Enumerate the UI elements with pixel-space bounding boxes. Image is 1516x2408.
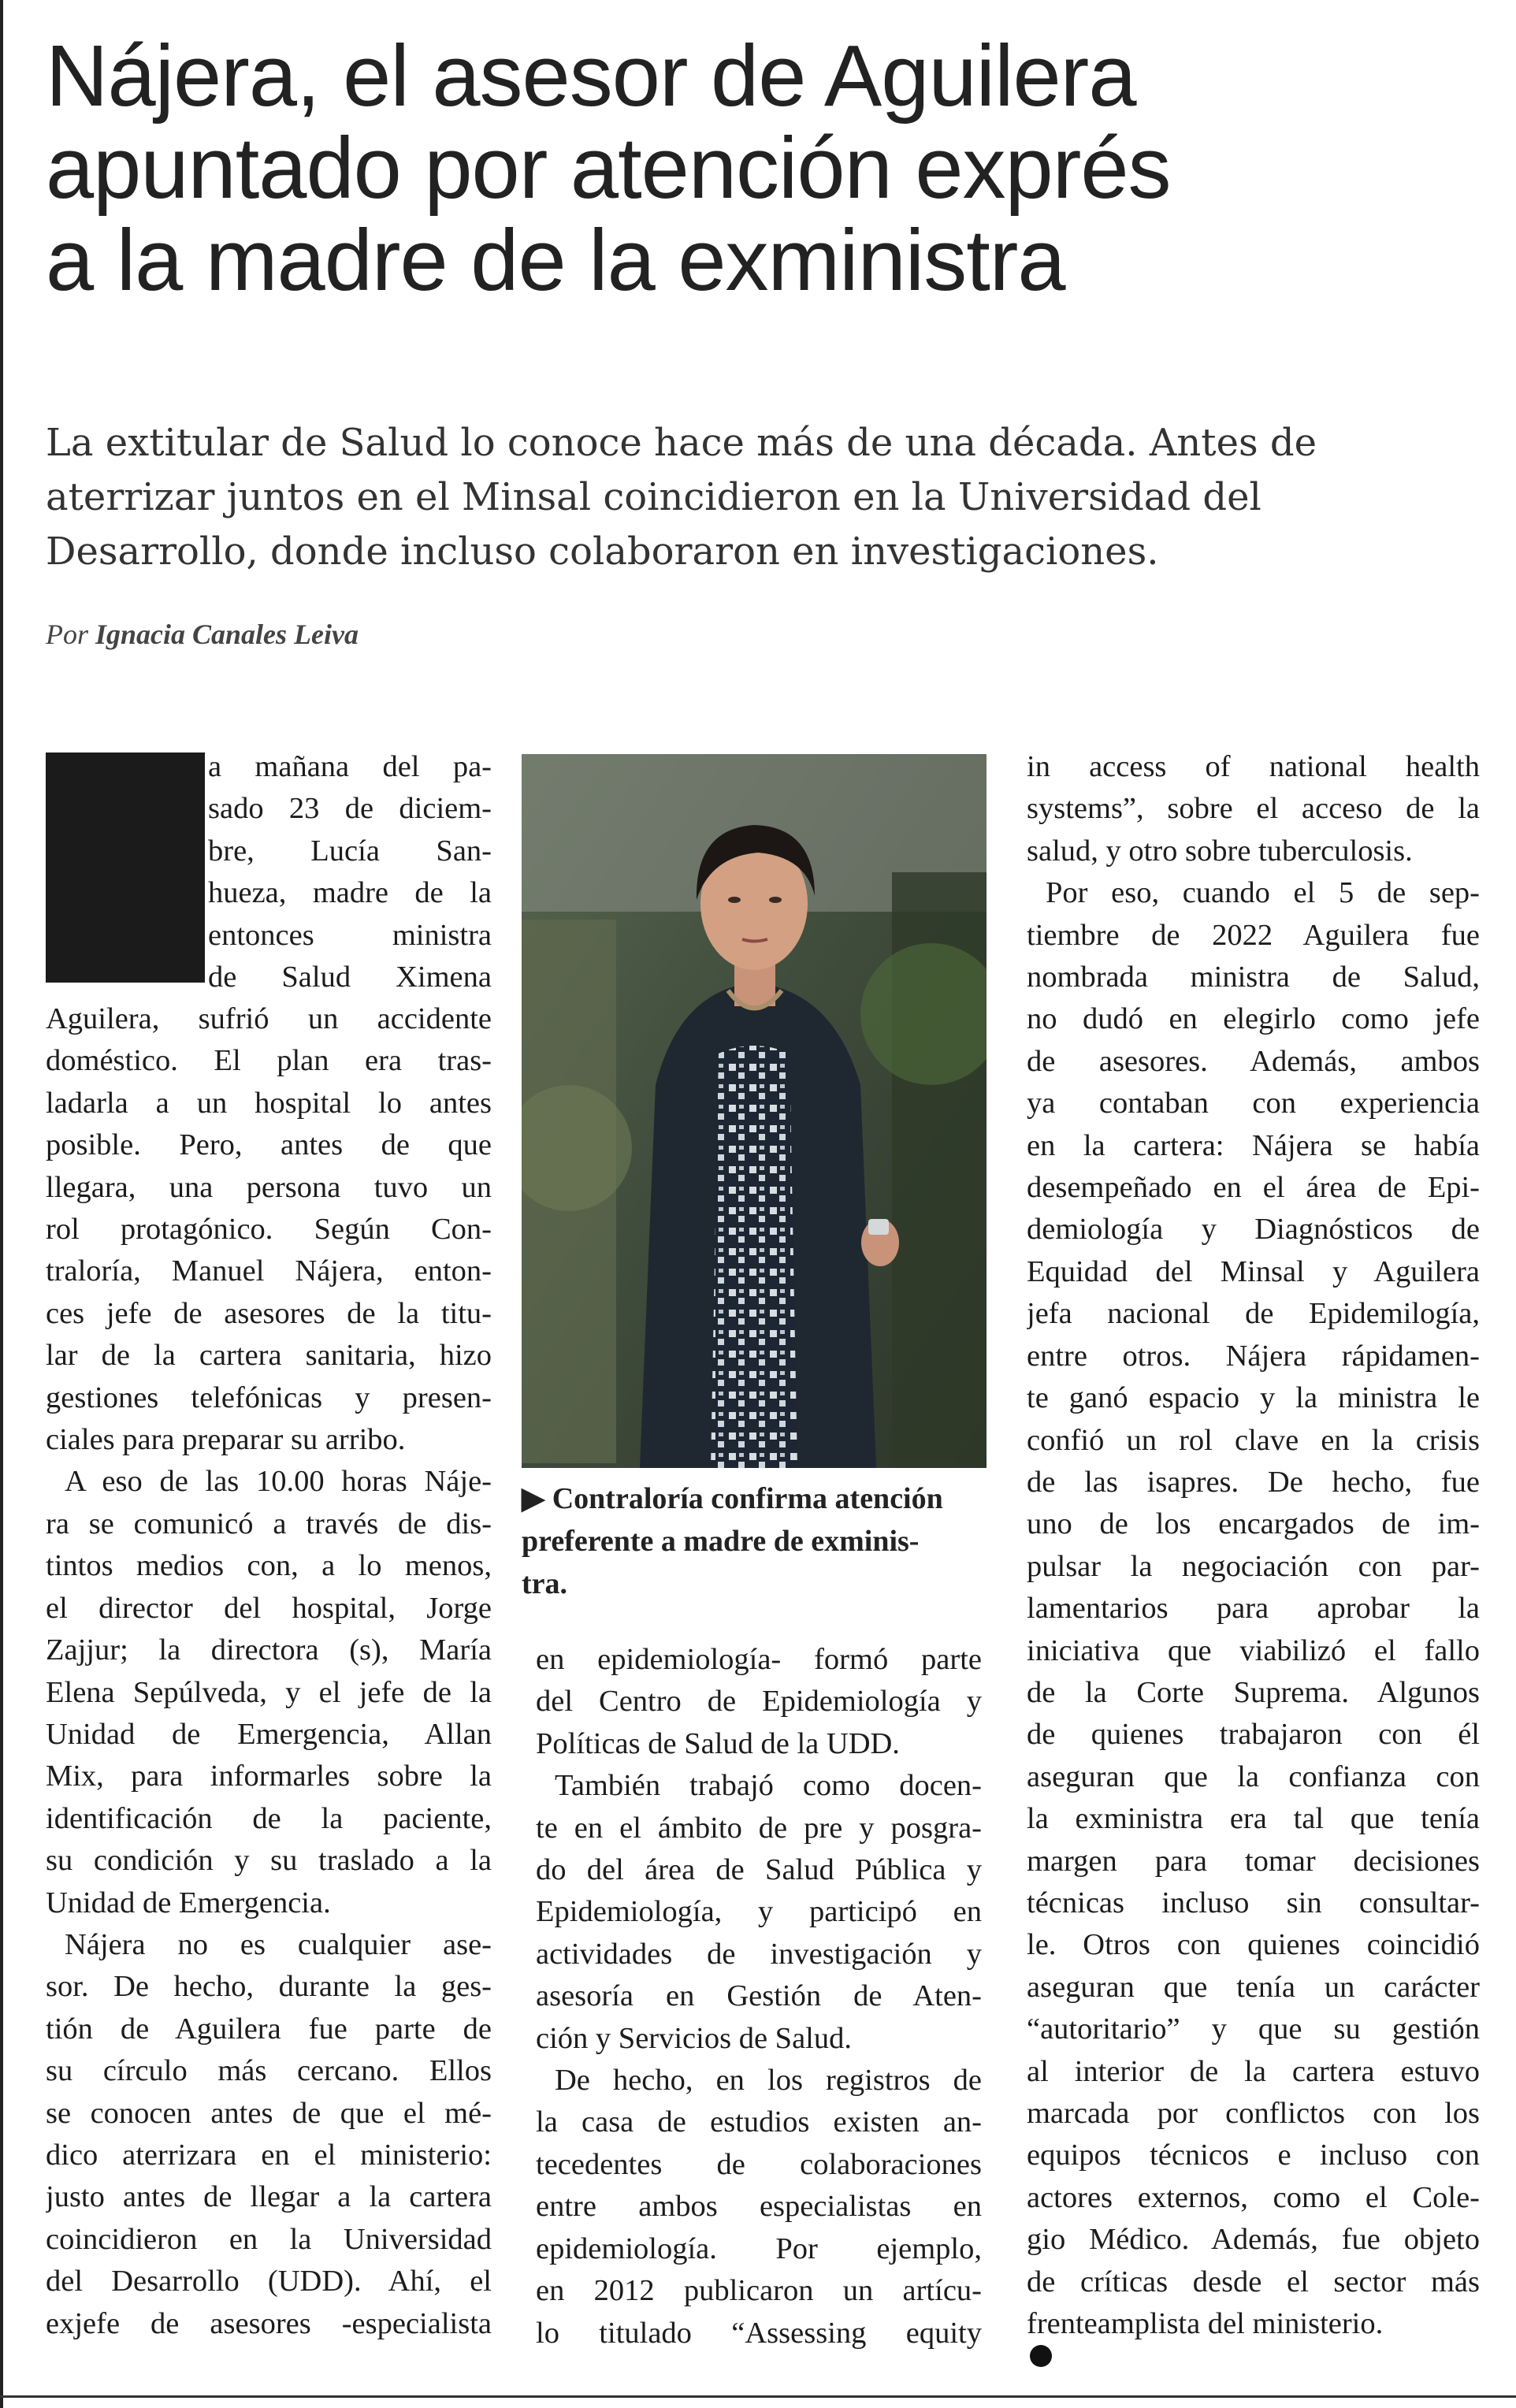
- text-line: dico aterrizara en el ministerio:: [46, 2138, 492, 2172]
- text-line: de críticas desde el sector más: [1027, 2265, 1480, 2298]
- deck-line: Desarrollo, donde incluso colaboraron en investigaciones.: [46, 530, 1159, 574]
- text-line: de la Corte Suprema. Algunos: [1027, 1675, 1480, 1709]
- text-line: doméstico. El plan era tras-: [46, 1044, 492, 1078]
- text-line: frenteamplista del ministerio.: [1027, 2307, 1384, 2341]
- text-line: systems”, sobre el acceso de la: [1027, 792, 1480, 826]
- text-line: Equidad del Minsal y Aguilera: [1027, 1254, 1480, 1288]
- text-line: lo titulado “Assessing equity: [536, 2316, 982, 2350]
- caption-line: ▶ Contraloría confirma atención: [522, 1482, 943, 1515]
- drop-cap-letter: [46, 752, 205, 983]
- text-line: exjefe de asesores -especialista: [46, 2306, 492, 2340]
- text-line: actores externos, como el Cole-: [1027, 2180, 1480, 2214]
- text-line: traloría, Manuel Nájera, enton-: [46, 1254, 492, 1288]
- text-line: asesoría en Gestión de Aten-: [536, 1979, 982, 2013]
- text-line: de las isapres. De hecho, fue: [1027, 1465, 1480, 1499]
- text-line: “autoritario” y que su gestión: [1027, 2012, 1480, 2046]
- text-line: salud, y otro sobre tuberculosis.: [1027, 834, 1413, 868]
- drop-cap: [46, 752, 205, 983]
- text-line: Mix, para informarles sobre la: [46, 1760, 492, 1793]
- text-line: Epidemiología, y participó en: [536, 1895, 982, 1929]
- byline-prefix: Por: [46, 619, 88, 650]
- text-line: le. Otros con quienes coincidió: [1027, 1928, 1480, 1962]
- headline-line: Nájera, el asesor de Aguilera: [46, 28, 1136, 124]
- text-line: De hecho, en los registros de: [555, 2064, 982, 2098]
- article-column-2: [536, 1639, 982, 2354]
- text-line: técnicas incluso sin consultar-: [1027, 1886, 1480, 1919]
- byline-author: Ignacia Canales Leiva: [95, 619, 359, 650]
- text-line: tión de Aguilera fue parte de: [46, 2012, 492, 2046]
- headline-line: apuntado por atención exprés: [46, 120, 1171, 217]
- text-line: gio Médico. Además, fue objeto: [1027, 2223, 1480, 2257]
- text-line: tecedentes de colaboraciones: [536, 2147, 982, 2181]
- text-line: epidemiología. Por ejemplo,: [536, 2231, 982, 2265]
- text-line: el director del hospital, Jorge: [46, 1591, 492, 1625]
- text-line: lamentarios para aprobar la: [1027, 1592, 1480, 1626]
- text-line: al interior de la cartera estuvo: [1027, 2054, 1480, 2088]
- text-line: margen para tomar decisiones: [1027, 1844, 1480, 1878]
- text-line: Nájera no es cualquier ase-: [65, 1927, 492, 1961]
- text-line: aseguran que la confianza con: [1027, 1760, 1480, 1793]
- text-line: ladarla a un hospital lo antes: [46, 1086, 492, 1120]
- text-line: lar de la cartera sanitaria, hizo: [46, 1339, 492, 1373]
- left-rule: [0, 0, 3, 2408]
- text-line: pulsar la negociación con par-: [1027, 1549, 1480, 1583]
- end-of-article-dot: [1030, 2345, 1052, 2367]
- text-line: del Desarrollo (UDD). Ahí, el: [46, 2265, 492, 2298]
- text-line: Políticas de Salud de la UDD.: [536, 1726, 900, 1760]
- text-line: llegara, una persona tuvo un: [46, 1170, 492, 1204]
- text-line: Aguilera, sufrió un accidente: [46, 1002, 492, 1035]
- text-line: en 2012 publicaron un artícu-: [536, 2274, 982, 2308]
- bottom-rule: [0, 2395, 1516, 2398]
- caption-line: preferente a madre de exminis-: [522, 1525, 920, 1558]
- headline: [46, 30, 1496, 307]
- text-line: sado 23 de diciem-: [208, 792, 492, 826]
- text-line: del Centro de Epidemiología y: [536, 1685, 982, 1719]
- photo-woman-in-blazer: [522, 754, 987, 1468]
- text-line: sor. De hecho, durante la ges-: [46, 1970, 492, 2004]
- text-line: iniciativa que viabilizó el fallo: [1027, 1633, 1480, 1667]
- text-line: Elena Sepúlveda, y el jefe de la: [46, 1675, 492, 1709]
- headline-line: a la madre de la exministra: [46, 212, 1065, 309]
- text-line: jefa nacional de Epidemilogía,: [1027, 1297, 1480, 1331]
- text-line: rol protagónico. Según Con-: [46, 1213, 492, 1247]
- text-line: equipos técnicos e incluso con: [1027, 2139, 1480, 2172]
- text-line: ciales para preparar su arribo.: [46, 1423, 406, 1457]
- text-line: justo antes de llegar a la cartera: [46, 2180, 492, 2214]
- text-line: tiembre de 2022 Aguilera fue: [1027, 918, 1480, 952]
- text-line: desempeñado en el área de Epi-: [1027, 1171, 1480, 1205]
- text-line: in access of national health: [1027, 750, 1480, 783]
- text-line: la exministra era tal que tenía: [1027, 1802, 1480, 1836]
- text-line: Unidad de Emergencia, Allan: [46, 1717, 492, 1751]
- text-line: ya contaban con experiencia: [1027, 1087, 1480, 1120]
- text-line: hueza, madre de la: [208, 876, 492, 910]
- text-line-last: [1027, 2303, 1480, 2367]
- text-line: se conocen antes de que el mé-: [46, 2096, 492, 2130]
- text-line: identificación de la paciente,: [46, 1801, 492, 1835]
- text-line: A eso de las 10.00 horas Náje-: [65, 1465, 492, 1499]
- text-line: su condición y su traslado a la: [46, 1844, 492, 1878]
- text-line: te en el ámbito de pre y posgra-: [536, 1811, 982, 1845]
- text-line: entre ambos especialistas en: [536, 2190, 982, 2224]
- text-line: gestiones telefónicas y presen-: [46, 1381, 492, 1414]
- text-line: entre otros. Nájera rápidamen-: [1027, 1339, 1480, 1373]
- text-line: posible. Pero, antes de que: [46, 1128, 492, 1162]
- text-line: de asesores. Además, ambos: [1027, 1044, 1480, 1078]
- text-line: Unidad de Emergencia.: [46, 1886, 331, 1919]
- byline: [46, 618, 359, 651]
- text-line: Por eso, cuando el 5 de sep-: [1046, 876, 1480, 910]
- deck-line: La extitular de Salud lo conoce hace más de una década. Antes de: [46, 421, 1317, 465]
- text-line: entonces ministra: [208, 918, 492, 952]
- drop-cap-wrap-text: [208, 746, 492, 998]
- text-line: bre, Lucía San-: [208, 834, 492, 868]
- text-line: no dudó en elegirlo como jefe: [1027, 1002, 1480, 1036]
- text-line: en la cartera: Nájera se había: [1027, 1128, 1480, 1162]
- text-line: do del área de Salud Pública y: [536, 1853, 982, 1887]
- text-line: de quienes trabajaron con él: [1027, 1718, 1480, 1752]
- text-line: te ganó espacio y la ministra le: [1027, 1381, 1480, 1415]
- text-line: tintos medios con, a lo menos,: [46, 1549, 492, 1583]
- text-line: aseguran que tenía un carácter: [1027, 1970, 1480, 2004]
- caption-line: tra.: [522, 1567, 568, 1600]
- text-line: actividades de investigación y: [536, 1937, 982, 1971]
- text-line: También trabajó como docen-: [555, 1769, 982, 1803]
- text-line: su círculo más cercano. Ellos: [46, 2054, 492, 2088]
- text-line: demiología y Diagnósticos de: [1027, 1213, 1480, 1247]
- text-line: a mañana del pa-: [208, 750, 492, 783]
- text-line: marcada por conflictos con los: [1027, 2097, 1480, 2130]
- text-line: de Salud Ximena: [208, 961, 492, 994]
- deck-subtitle: [46, 416, 1480, 579]
- text-line: la casa de estudios existen an-: [536, 2105, 982, 2139]
- text-line: nombrada ministra de Salud,: [1027, 961, 1480, 994]
- text-line: ción y Servicios de Salud.: [536, 2021, 852, 2055]
- drop-cap-glyph: L: [46, 752, 205, 983]
- article-photo: [522, 754, 987, 1468]
- article-column-3: [1027, 746, 1480, 2367]
- article-column-1: [46, 998, 492, 2345]
- deck-line: aterrizar juntos en el Minsal coincidieron en la Universidad del: [46, 475, 1261, 519]
- text-line: en epidemiología- formó parte: [536, 1643, 982, 1676]
- photo-caption: [522, 1477, 987, 1605]
- text-line: ces jefe de asesores de la titu-: [46, 1296, 492, 1330]
- text-line: Zajjur; la directora (s), María: [46, 1633, 492, 1667]
- text-line: coincidieron en la Universidad: [46, 2222, 492, 2256]
- text-line: uno de los encargados de im-: [1027, 1507, 1480, 1541]
- text-line: ra se comunicó a través de dis-: [46, 1507, 492, 1540]
- text-line: confió un rol clave en la crisis: [1027, 1423, 1480, 1457]
